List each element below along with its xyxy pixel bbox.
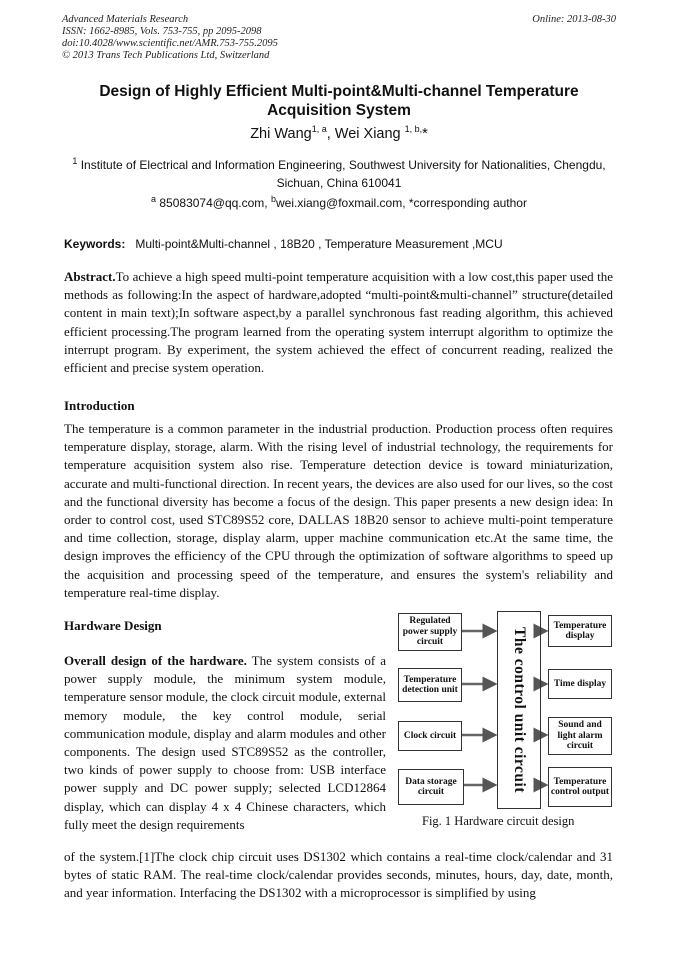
author-2-affil: 1, b, — [404, 124, 423, 134]
keywords — [64, 237, 503, 251]
abstract-text: To achieve a high speed multi-point temperature acquisition with a low cost,this paper used the methods as following:In the aspect of hardware,adopted “multi-point&multi-channel” structure(detailed content in main text);In software aspect,by a parallel synchronous fast reading algorithm, this achieved efficient processing.The program learned from the operating system interrupt algorithm to optimize the interrupt program. By experiment, the system achieved the effect of concurrent reading, realized the efficient and precise system operation. — [64, 269, 613, 376]
title-line-1: Design of Highly Efficient Multi-point&Multi-channel Temperature — [99, 83, 579, 100]
author-emails — [62, 194, 616, 210]
keywords-text: Multi-point&Multi-channel , 18B20 , Temperature Measurement ,MCU — [135, 237, 503, 251]
box-regulated-power: Regulated power supply circuit — [398, 613, 462, 651]
hardware-overall-paragraph — [64, 652, 386, 834]
journal-name: Advanced Materials Research — [62, 14, 189, 25]
affil-sup: 1 — [72, 156, 78, 166]
issn-line: ISSN: 1662-8985, Vols. 753-755, pp 2095-2098 — [62, 26, 262, 37]
hardware-continued-text: of the system.[1]The clock chip circuit uses DS1302 which contains a real-time clock/calendar and 31 bytes of static RAM. The real-time clock/calendar provides seconds, minutes, hours, day, date, month, and year information. Interfacing the DS1302 with a microprocessor is simplified by using — [64, 849, 613, 901]
email-sup-a: a — [151, 194, 157, 204]
abstract-label: Abstract. — [64, 269, 116, 284]
box-temperature-display: Temperature display — [548, 615, 612, 647]
box-sound-light-alarm: Sound and light alarm circuit — [548, 717, 612, 755]
author-1: Zhi Wang — [250, 125, 312, 142]
box-control-unit — [497, 611, 541, 809]
hardware-heading: Hardware Design — [64, 618, 162, 633]
box-clock-circuit: Clock circuit — [398, 721, 462, 751]
journal-meta — [62, 14, 278, 62]
author-2: Wei Xiang — [334, 125, 401, 142]
box-temperature-detection: Temperature detection unit — [398, 668, 462, 702]
introduction-heading: Introduction — [64, 398, 135, 413]
box-data-storage: Data storage circuit — [398, 769, 464, 805]
box-temperature-control-output: Temperature control output — [548, 767, 612, 807]
title-line-2: Acquisition System — [267, 102, 411, 119]
abstract — [64, 268, 613, 377]
doi-line: doi:10.4028/www.scientific.net/AMR.753-755.2095 — [62, 38, 278, 49]
email-b: wei.xiang@foxmail.com, *corresponding author — [276, 196, 527, 210]
affil-line-1: Institute of Electrical and Information Engineering, Southwest University for Nationalities, Chengdu, — [77, 158, 606, 172]
affil-line-2: Sichuan, China 610041 — [276, 176, 402, 190]
affiliation — [62, 152, 616, 192]
keywords-label: Keywords: — [64, 237, 126, 251]
introduction-text: The temperature is a common parameter in the industrial production. Production process often requires temperature display, storage, alarm. With the rising level of industrial technology, the requirements for temperature acquisition system also rise. Temperature detection device is toward miniaturization, accurate and multi-functional direction. In recent years, the devices are also used for our lives, so the cost and the functional diversity has become a focus of the design. This paper presents a new design idea: In order to control cost, used STC89S52 core, DALLAS 18B20 sensor to achieve multi-point temperature and time collection, storage, display alarm, upper machine communication etc.At the same time, the design improves the efficiency of the CPU through the optimization of software algorithms to speed up the acquisition and processing speed of the temperature, and ensures the system's reliability and temperature real-time display. — [64, 421, 613, 600]
control-unit-label: The control unit circuit — [511, 627, 528, 793]
author-list — [62, 124, 616, 142]
box-time-display: Time display — [548, 669, 612, 699]
hardware-block-diagram — [396, 611, 614, 811]
online-date: Online: 2013-08-30 — [532, 14, 616, 25]
corresponding-star: * — [422, 125, 428, 142]
figure-caption: Fig. 1 Hardware circuit design — [422, 814, 575, 828]
email-a: 85083074@qq.com, — [156, 196, 271, 210]
overall-design-text: The system consists of a power supply module, the minimum system module, temperature sensor module, the clock circuit module, external memory module, the key control module, serial communication module, display and alarm modules and other components. The design used STC89S52 as the controller, two kinds of power supply to choose from: USB interface power supply and DC power supply; selected LCD12864 display, which can display 4 x 4 Chinese characters, which fully meet the design requirements — [64, 653, 387, 832]
author-1-affil: 1, a — [311, 124, 327, 134]
overall-design-label: Overall design of the hardware. — [64, 653, 247, 668]
author-separator: , — [326, 125, 335, 142]
paper-title — [62, 82, 616, 120]
email-sup-b: b — [270, 194, 276, 204]
copyright-line: © 2013 Trans Tech Publications Ltd, Switzerland — [62, 50, 270, 61]
